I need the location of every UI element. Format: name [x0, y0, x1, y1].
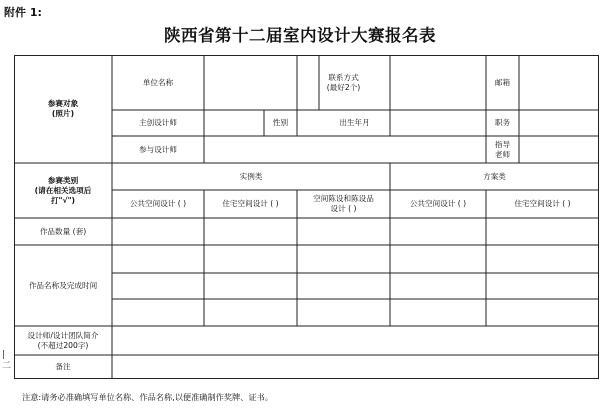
option-furnishing-cell [297, 190, 390, 218]
birth-label: 出生年月 [339, 118, 370, 127]
option-public-space-scheme: 公共空间设计 ( ) [409, 199, 467, 208]
option-residential-scheme: 住宅空间设计 ( ) [514, 199, 571, 208]
co-designer-label: 参与设计师 [139, 144, 177, 154]
option-residential-example: 住宅空间设计 ( ) [222, 199, 279, 208]
category-label: 参赛类别 [47, 175, 79, 185]
contact-cell [297, 55, 390, 110]
intro-cell [14, 326, 112, 355]
category-instruction-2: 打"√") [50, 195, 76, 205]
position-label: 职务 [494, 118, 511, 127]
scheme-class-label: 方案类 [483, 171, 506, 181]
works-count-label: 作品数量 (套) [39, 226, 87, 236]
page-title: 陕西省第十二届室内设计大赛报名表 [164, 26, 436, 45]
intro-limit-label: (不超过200字) [37, 340, 89, 350]
side-marks: | 二 [2, 350, 12, 371]
participant-label: 参赛对象 [47, 99, 79, 108]
unit-name-label: 单位名称 [142, 77, 174, 87]
gender-label: 性别 [272, 118, 289, 127]
participant-photo-label: (照片) [51, 109, 75, 118]
footer-note: 注意:请务必准确填写单位名称、作品名称,以便准确制作奖牌、证书。 [22, 392, 273, 402]
example-class-label: 实例类 [239, 171, 263, 181]
category-instruction-1: (请在相关选项后 [34, 185, 92, 195]
works-name-label: 作品名称及完成时间 [28, 280, 98, 290]
advisor-label-2: 老师 [494, 149, 511, 159]
option-furnishing-line-2: 设计 ( ) [330, 204, 357, 213]
advisor-label: 指导 [494, 139, 511, 149]
advisor-cell [486, 136, 519, 163]
contact-label: 联系方式 [328, 72, 359, 82]
option-public-space-example: 公共空间设计 ( ) [129, 199, 187, 208]
intro-label: 设计师/设计团队简介 [27, 330, 99, 340]
participant-cell [14, 55, 112, 163]
category-cell [14, 163, 112, 218]
option-furnishing-line-1: 空间陈设和陈设品 [313, 194, 374, 203]
remarks-label: 备注 [55, 362, 71, 371]
email-label: 邮箱 [494, 77, 511, 87]
lead-designer-label: 主创设计师 [139, 118, 177, 127]
registration-form-table [14, 55, 599, 379]
attachment-label: 附件 1: [4, 6, 42, 19]
contact-sub-label: (最好2个) [326, 82, 361, 92]
